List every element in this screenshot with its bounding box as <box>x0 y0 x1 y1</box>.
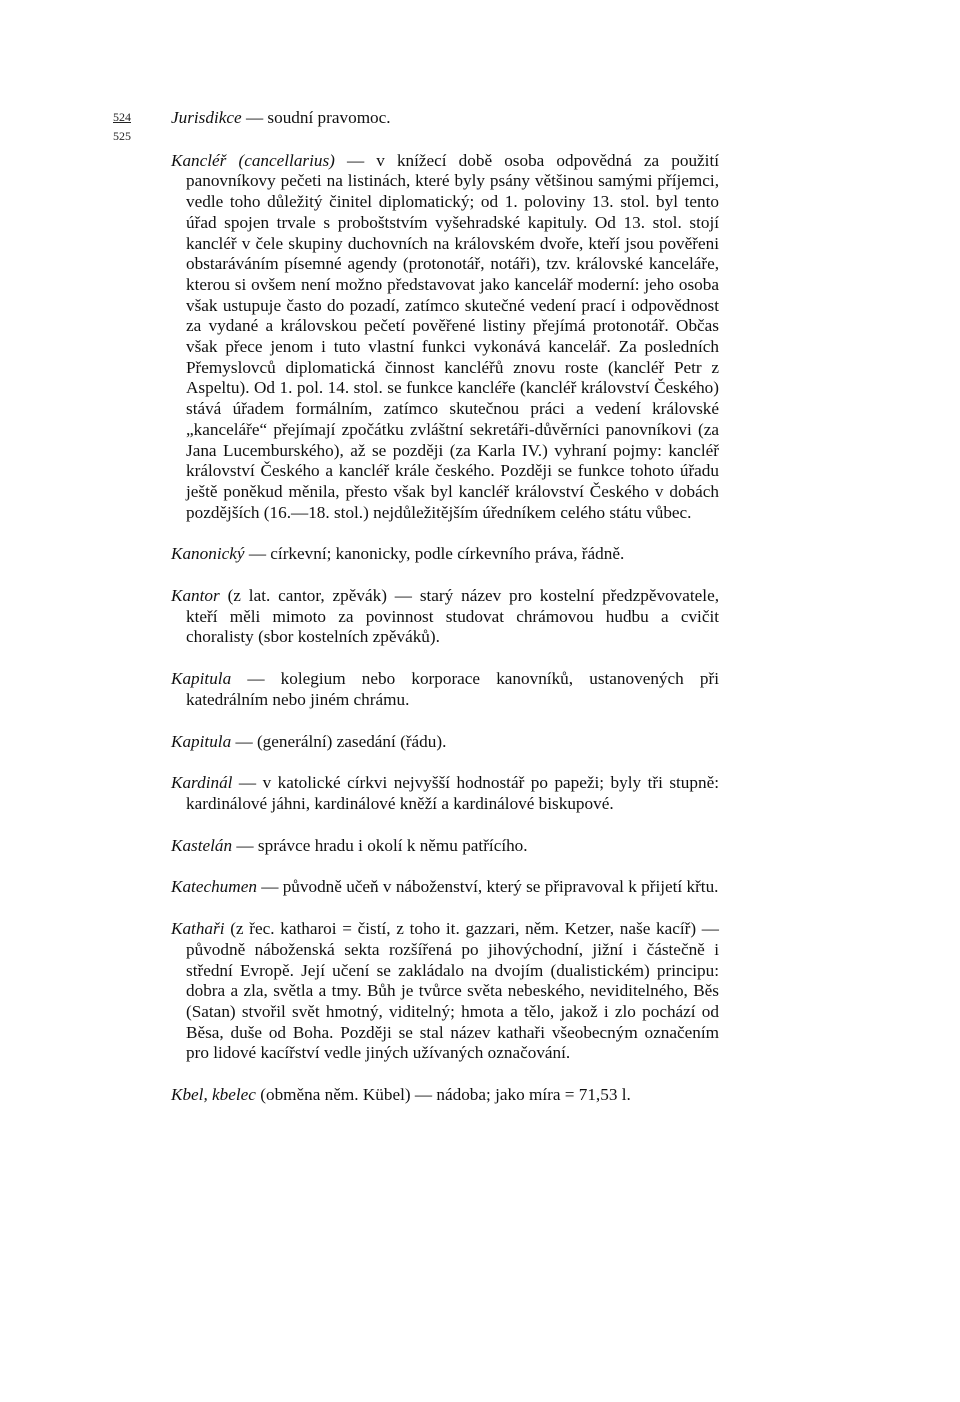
entry-term: Kapitula <box>171 731 232 751</box>
entry-text: — kolegium nebo korporace kanovníků, ustanovených při katedrálním nebo jiném chrámu. <box>186 669 719 709</box>
entry-term: Kastelán <box>171 835 233 855</box>
entry-term: Kantor <box>171 586 220 606</box>
glossary-entry <box>171 877 719 898</box>
glossary-entry <box>171 919 719 1064</box>
glossary-entry <box>171 836 719 857</box>
entry-term: Kanonický <box>171 544 245 564</box>
entry-text: — v katolické církvi nejvyšší hodnostář po papeži; byly tři stupně: kardinálové jáhni, kardinálové kněží a kardinálové biskupové. <box>186 773 719 813</box>
glossary-entry <box>171 151 719 524</box>
entry-text: (z lat. cantor, zpěvák) — starý název pro kostelní předzpěvovatele, kteří měli mimoto za povinnost studovat chrámovou hudbu a cvičit choralisty (sbor kostelních zpěváků). <box>186 586 719 647</box>
entry-term: Kancléř (cancellarius) <box>171 150 335 170</box>
glossary-entry <box>171 732 719 753</box>
glossary-entry <box>171 773 719 814</box>
page-numbers <box>113 110 131 144</box>
entry-text: — církevní; kanonicky, podle církevního práva, řádně. <box>244 544 625 564</box>
entry-term: Kathaři <box>171 919 225 939</box>
glossary-entry <box>171 1085 719 1106</box>
entry-text: (z řec. katharoi = čistí, z toho it. gazzari, něm. Ketzer, naše kacíř) — původně náboženská sekta rozšířená po jihovýchodní, jižní i částečně i střední Evropě. Její učení se zakládalo na dvojím (dualistickém) principu: dobra a zla, světla a tmy. Bůh je tvůrce světa nebeského, neviditelného, Běs (Satan) stvořil svět hmotný, viditelný; hmota a tělo, jakož i zlo pochází od Běsa, duše od Boha. Později se stal název kathaři všeobecným označením pro lidové kacířství vedle jiných užívaných označování. <box>186 919 719 1063</box>
entry-term: Katechumen <box>171 877 257 897</box>
glossary-entry <box>171 108 719 129</box>
entry-term: Jurisdikce <box>171 108 242 127</box>
entry-text: — správce hradu i okolí k němu patřícího. <box>232 835 528 855</box>
page-number-left: 524 <box>113 110 131 124</box>
entry-term: Kardinál <box>171 773 233 793</box>
entry-term: Kbel, kbelec <box>171 1085 256 1105</box>
entry-text: (obměna něm. Kübel) — nádoba; jako míra = 71,53 l. <box>255 1085 631 1105</box>
glossary-entry <box>171 544 719 565</box>
entry-term: Kapitula <box>171 669 232 689</box>
glossary-entries <box>171 108 719 1127</box>
entry-text: — soudní pravomoc. <box>241 108 391 127</box>
page-number-right: 525 <box>113 129 131 143</box>
entry-text: — původně učeň v náboženství, který se připravoval k přijetí křtu. <box>256 877 719 897</box>
entry-text: — (generální) zasedání (řádu). <box>231 731 447 751</box>
glossary-entry <box>171 669 719 710</box>
glossary-entry <box>171 586 719 648</box>
entry-text: — v knížecí době osoba odpovědná za použití panovníkovy pečeti na listinách, které byly psány většinou samými příjemci, vedle toho důležitý činitel diplomatický; od 1. poloviny 13. stol. byl tento úřad spojen trvale s proboštstvím vyšehradské kapituly. Od 13. stol. stojí kancléř v čele skupiny duchovních na královském dvoře, kteří jsou pověřeni obstaráváním písemné agendy (protonotář, notáři), tzv. královské kanceláře, kterou si ovšem není možno představovat jako kancelář moderní: jeho osoba však ustupuje často do pozadí, zatímco skutečné vedení prací i odpovědnost za vydané a královskou pečetí pověřené listiny přejímá protonotář. Občas však přece jenom i tuto vlastní funkci vykonává kancelář. Za posledních Přemyslovců diplomatická činnost kancléřů znovu roste (kancléř Petr z Aspeltu). Od 1. pol. 14. stol. se funkce kancléře (kancléř království Českého) stává úřadem formálním, zatímco skutečnou práci a vedení královské „kanceláře“ přejímají zpočátku zvláštní sekretáři-důvěrníci panovníkovi (za Jana Lucemburského), až se později (za Karla IV.) vyhraní pojmy: kancléř království Českého a kancléř krále českého. Později se funkce tohoto úřadu ještě poněkud měnila, přesto však byl kancléř království Českého v dobách pozdějších (16.—18. stol.) nejdůležitějším úředníkem celého státu vůbec. <box>186 150 719 522</box>
